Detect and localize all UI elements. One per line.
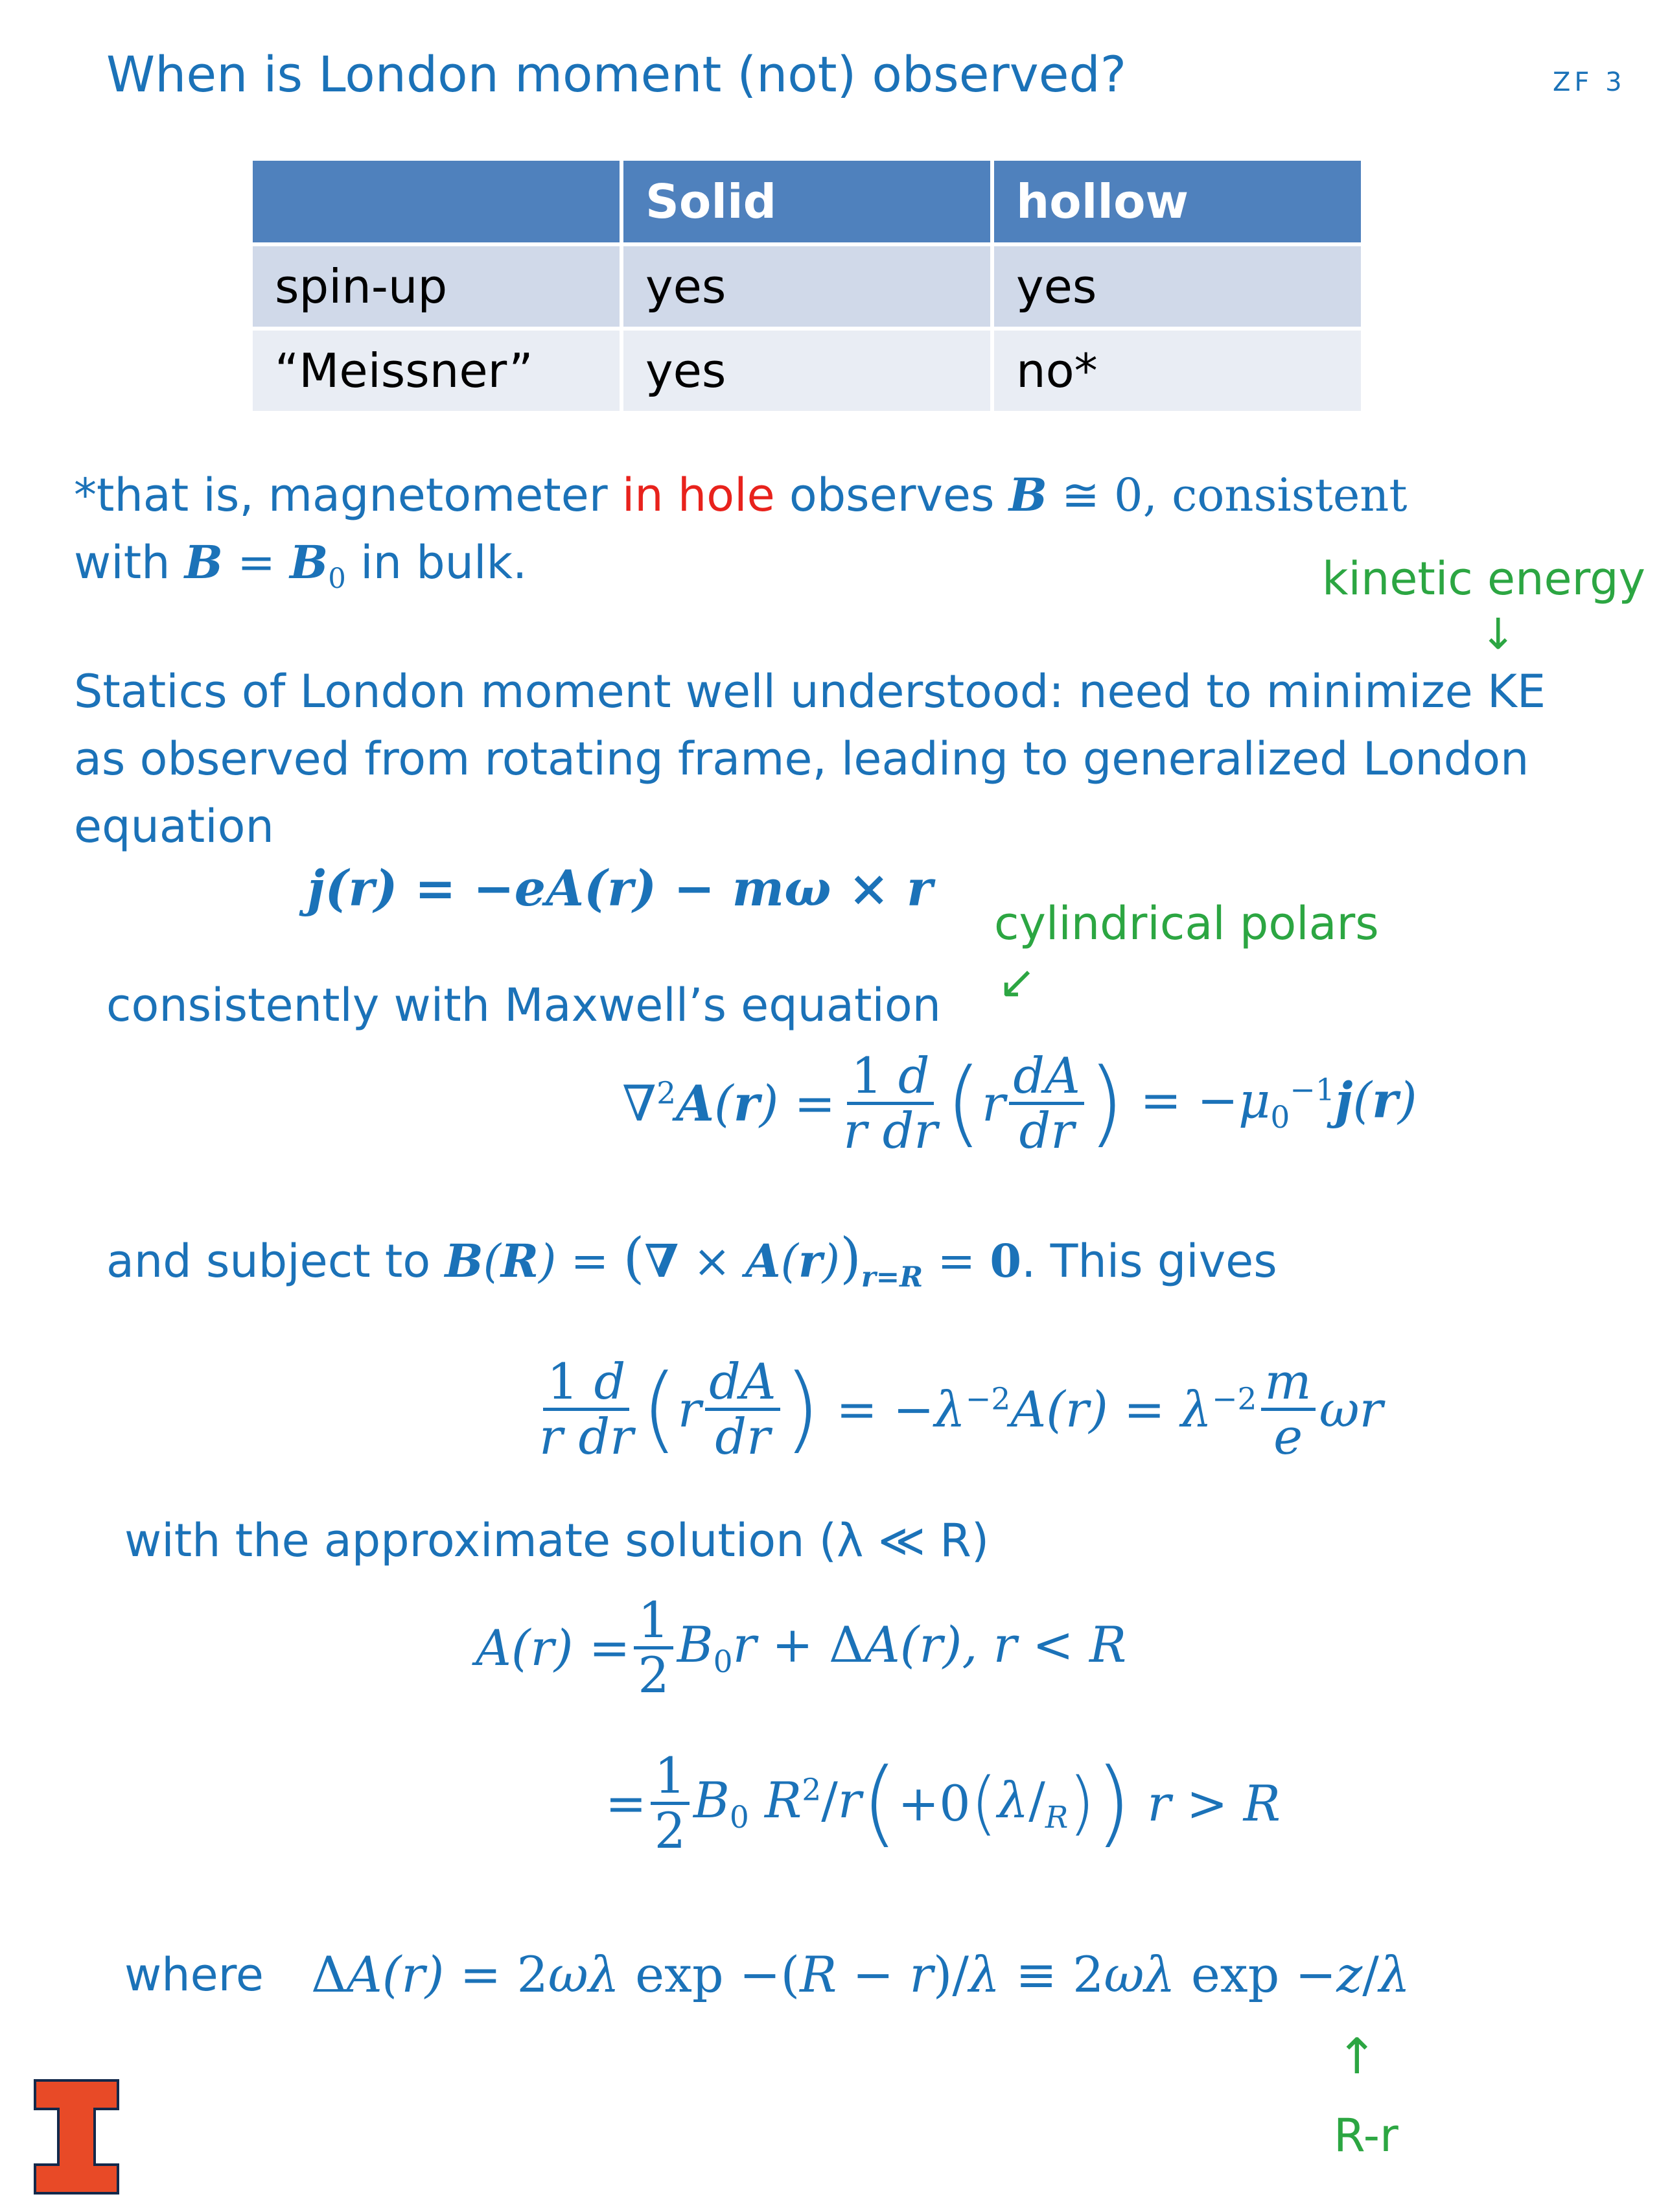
table-header-cell: Solid [621,159,992,244]
illinois-logo-icon [34,2079,119,2195]
delta-A-equation: ΔA(r) = 2ωλ exp −(R − r)/λ ≡ 2ωλ exp −z/λ [311,1946,1411,2003]
text-approx: with the approximate solution (λ ≪ R) [124,1514,990,1567]
annotation-r-minus-r: R-r [1334,2109,1398,2162]
paragraph-line: Statics of London moment well understood: need to minimize KE [74,665,1546,718]
paragraph-line: as observed from rotating frame, leading to generalized London [74,732,1529,786]
observation-table [249,157,1365,415]
generalized-equation: $\frac{1 d}{\text{r dr}}$ ( r $\frac{dA}{dr}$ ) = $-\lambda^{-2}A(r) = \lambda^{-2}$ $\frac{m}{e}$ ωr [539,1353,1383,1465]
footnote-text: in bulk. [345,536,528,589]
slide-number: ZF 3 [1553,67,1626,97]
down-arrow-icon: ↓ [1480,609,1516,659]
annotation-cylindrical-polars: cylindrical polars [994,897,1379,950]
math-boundary: B(R) = (∇ × $A(r))_{r=R} = 0$ [445,1226,1022,1294]
check-arrow-icon: ↙ [998,955,1036,1008]
table-header-cell: hollow [992,159,1363,244]
table-cell: no* [992,329,1363,413]
math-B-eq-B0: $B = B_0$ [184,535,346,595]
up-arrow-icon: ↑ [1336,2027,1378,2085]
table-cell: yes [621,329,992,413]
text-subject-suffix: . This gives [1021,1235,1277,1288]
table-cell: “Meissner” [251,329,621,413]
table-cell: yes [992,244,1363,329]
text-where: where [124,1948,264,2001]
footnote-text: with [74,536,185,589]
table-cell: yes [621,244,992,329]
subject-line [106,1226,1277,1294]
footnote-text: *that is, magnetometer [74,469,622,522]
footnote-line-1 [74,468,1408,522]
table-cell: spin-up [251,244,621,329]
table-header-cell [251,159,621,244]
table-row [251,329,1363,413]
text-consistently: consistently with Maxwell’s equation [106,979,942,1032]
table-row [251,244,1363,329]
footnote-eq: ≅ 0, consistent [1062,469,1408,522]
annotation-kinetic-energy: kinetic energy [1322,552,1645,605]
page-title: When is London moment (not) observed? [106,45,1127,103]
math-B: B [1008,468,1047,522]
solution-line-1: A(r) = $\frac{1}{2}$ $B_0r + \Delta A(r)$, r < R [476,1591,1127,1704]
footnote-line-2 [74,535,527,595]
text-subject-prefix: and subject to [106,1235,445,1288]
london-equation: j(r) = −eA(r) − mω × r [307,859,933,917]
paragraph-line: equation [74,800,274,853]
maxwell-equation: ∇$^2$A(r) = $\frac{1 d}{\text{r dr}}$ ( r $\frac{dA}{dr}$ ) = $-\mu_0^{-1}j(r)$ [622,1047,1417,1159]
table-header-row [251,159,1363,244]
footnote-text: observes [774,469,1009,522]
footnote-highlight: in hole [621,469,775,522]
solution-line-2: = $\frac{1}{2}$ $B_0$ $R^2/r$ ( +0 ( $\lambda/_R$ ) ) r > R [605,1747,1281,1859]
